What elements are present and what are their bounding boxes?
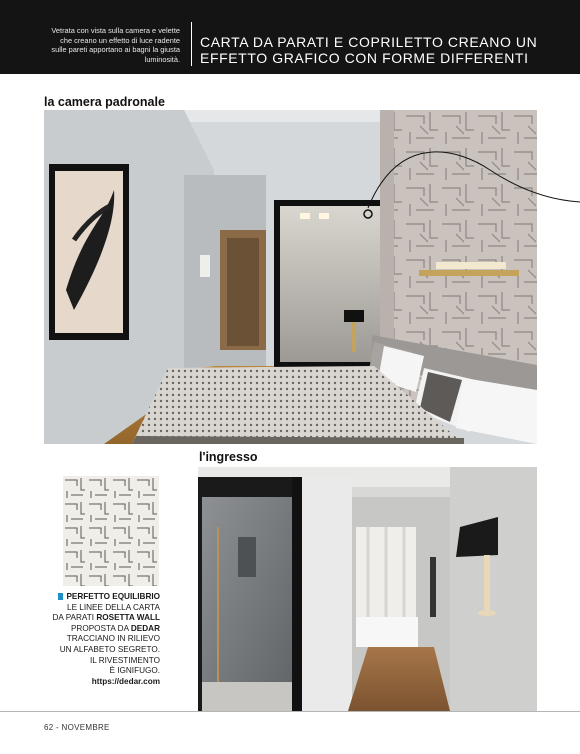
- header-divider: [191, 22, 192, 66]
- wallpaper-swatch: [63, 476, 159, 586]
- product-name: ROSETTA WALL: [96, 613, 160, 623]
- headline: CARTA DA PARATI E COPRILETTO CREANO UN EFFETTO GRAFICO CON FORME DIFFERENTI: [200, 34, 538, 66]
- caption-line: LE LINEE DELLA CARTA: [67, 602, 160, 612]
- section-title-master-bedroom: la camera padronale: [44, 95, 165, 109]
- photo-caption: Vetrata con vista sulla camera e velette che creano un effetto di luce radente sulle pareti apportano ai bagni la giusta luminosità.: [51, 26, 180, 64]
- callout-line: [360, 150, 580, 230]
- brand-name: DEDAR: [130, 623, 160, 633]
- header-bar: [0, 0, 580, 74]
- caption-line: È IGNIFUGO.: [109, 666, 160, 676]
- section-title-entrance: l'ingresso: [199, 450, 258, 464]
- caption-line: DA PARATI: [52, 613, 97, 623]
- caption-line: TRACCIANO IN RILIEVO: [66, 634, 160, 644]
- caption-line: IL RIVESTIMENTO: [89, 655, 160, 665]
- product-caption: [44, 592, 160, 687]
- caption-line: PROPOSTA DA: [70, 623, 131, 633]
- brand-url[interactable]: https://dedar.com: [91, 676, 160, 686]
- caption-kicker: PERFETTO EQUILIBRIO: [66, 592, 160, 601]
- accent-mark: [58, 593, 63, 600]
- footer-rule: [0, 711, 580, 712]
- caption-line: UN ALFABETO SEGRETO.: [59, 644, 160, 654]
- entrance-photo: [198, 467, 537, 711]
- page-folio: 62 - NOVEMBRE: [44, 723, 110, 732]
